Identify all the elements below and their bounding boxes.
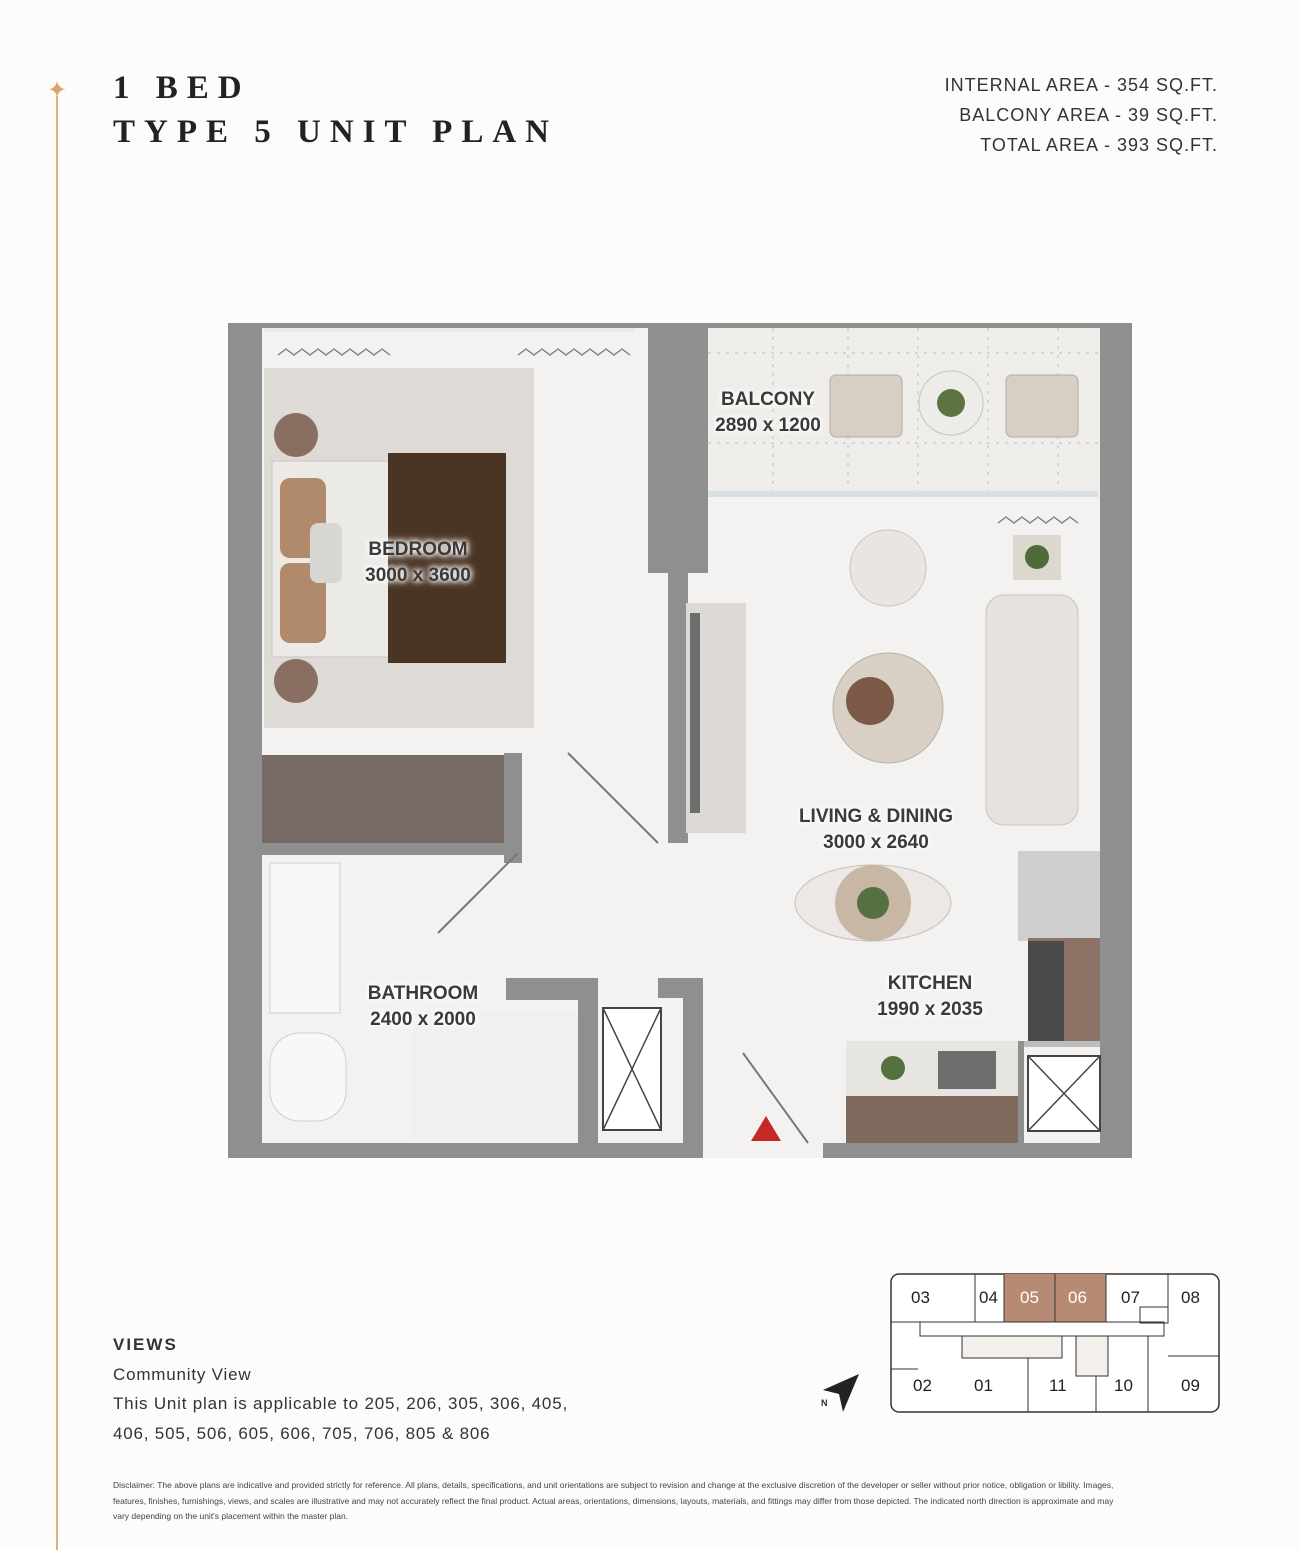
armchair — [850, 530, 926, 606]
plant-icon — [857, 887, 889, 919]
balcony-label: BALCONY 2890 x 1200 — [715, 389, 821, 436]
area-summary — [945, 70, 1218, 160]
disclaimer-line-3: vary depending on the unit's placement within the master plan. — [113, 1511, 349, 1521]
title-line-2: TYPE 5 UNIT PLAN — [113, 114, 559, 150]
unit-label-08: 08 — [1181, 1288, 1200, 1307]
sofa — [986, 595, 1078, 825]
plant-icon — [937, 389, 965, 417]
floor-plan — [228, 323, 1132, 1158]
disclaimer-line-1: Disclaimer: The above plans are indicative and provided strictly for reference. All plans, details, specifications, and unit orientations are subject to revision and change at the exclusive discretion of the developer or seller without prior notice, obligation or libility. Images, — [113, 1480, 1114, 1490]
unit-label-04: 04 — [979, 1288, 998, 1307]
key-plan — [890, 1273, 1220, 1413]
decorative-gold-line — [56, 96, 58, 1550]
disclaimer-line-2: features, finishes, furnishings, views, and scales are illustrative and may not accurately reflect the final product. Actual areas, orientations, dimensions, layouts, materials, and fittings may differ from those depicted. The indicated north direction is approximate and may — [113, 1495, 1114, 1506]
unit-label-11: 11 — [1049, 1376, 1067, 1395]
plant-icon — [881, 1056, 905, 1080]
balcony-chair — [830, 375, 902, 437]
page-title — [113, 66, 558, 154]
star-icon: ✦ — [46, 76, 68, 104]
unit-label-03: 03 — [911, 1288, 930, 1307]
unit-label-05: 05 — [1020, 1288, 1039, 1307]
service-shaft — [1028, 1056, 1100, 1131]
balcony-glass — [708, 491, 1098, 497]
fruit-bowl — [846, 677, 894, 725]
sink — [938, 1051, 996, 1089]
tv — [690, 613, 700, 813]
unit-label-06: 06 — [1068, 1288, 1087, 1307]
kitchen-base — [846, 1096, 1018, 1143]
cooktop — [1028, 941, 1064, 1041]
balcony-area: BALCONY AREA - 39 SQ.FT. — [959, 105, 1218, 125]
unit-label-01: 01 — [974, 1376, 993, 1395]
bathroom-label: BATHROOM 2400 x 2000 — [367, 983, 479, 1030]
kitchen-label: KITCHEN 1990 x 2035 — [877, 973, 983, 1020]
total-area: TOTAL AREA - 393 SQ.FT. — [980, 135, 1218, 155]
unit-label-07: 07 — [1121, 1288, 1140, 1307]
unit-label-09: 09 — [1181, 1376, 1200, 1395]
wardrobe — [262, 755, 504, 843]
vanity — [270, 863, 340, 1013]
north-compass — [815, 1370, 863, 1418]
unit-label-02: 02 — [913, 1376, 932, 1395]
bedroom-label: BEDROOM 3000 x 3600 — [365, 539, 471, 586]
service-shaft — [603, 1008, 661, 1130]
views-section — [113, 1330, 568, 1448]
title-line-1: 1 BED — [113, 70, 251, 106]
disclaimer — [113, 1478, 1273, 1525]
toilet — [270, 1033, 346, 1121]
fridge — [1018, 851, 1100, 941]
unit-label-10: 10 — [1114, 1376, 1133, 1395]
applicable-units-line-2: 406, 505, 506, 605, 606, 705, 706, 805 & 806 — [113, 1423, 491, 1443]
views-heading: VIEWS — [113, 1335, 178, 1354]
living-dining-label: LIVING & DINING 3000 x 2640 — [798, 806, 954, 853]
compass-label: N — [821, 1398, 828, 1408]
view-type: Community View — [113, 1364, 252, 1384]
applicable-units-line-1: This Unit plan is applicable to 205, 206, 305, 306, 405, — [113, 1394, 568, 1413]
nightstand-lamp — [274, 413, 318, 457]
balcony-chair — [1006, 375, 1078, 437]
internal-area: INTERNAL AREA - 354 SQ.FT. — [944, 75, 1218, 95]
nightstand-lamp — [274, 659, 318, 703]
plant-icon — [1025, 545, 1049, 569]
north-arrow-icon — [815, 1370, 863, 1418]
